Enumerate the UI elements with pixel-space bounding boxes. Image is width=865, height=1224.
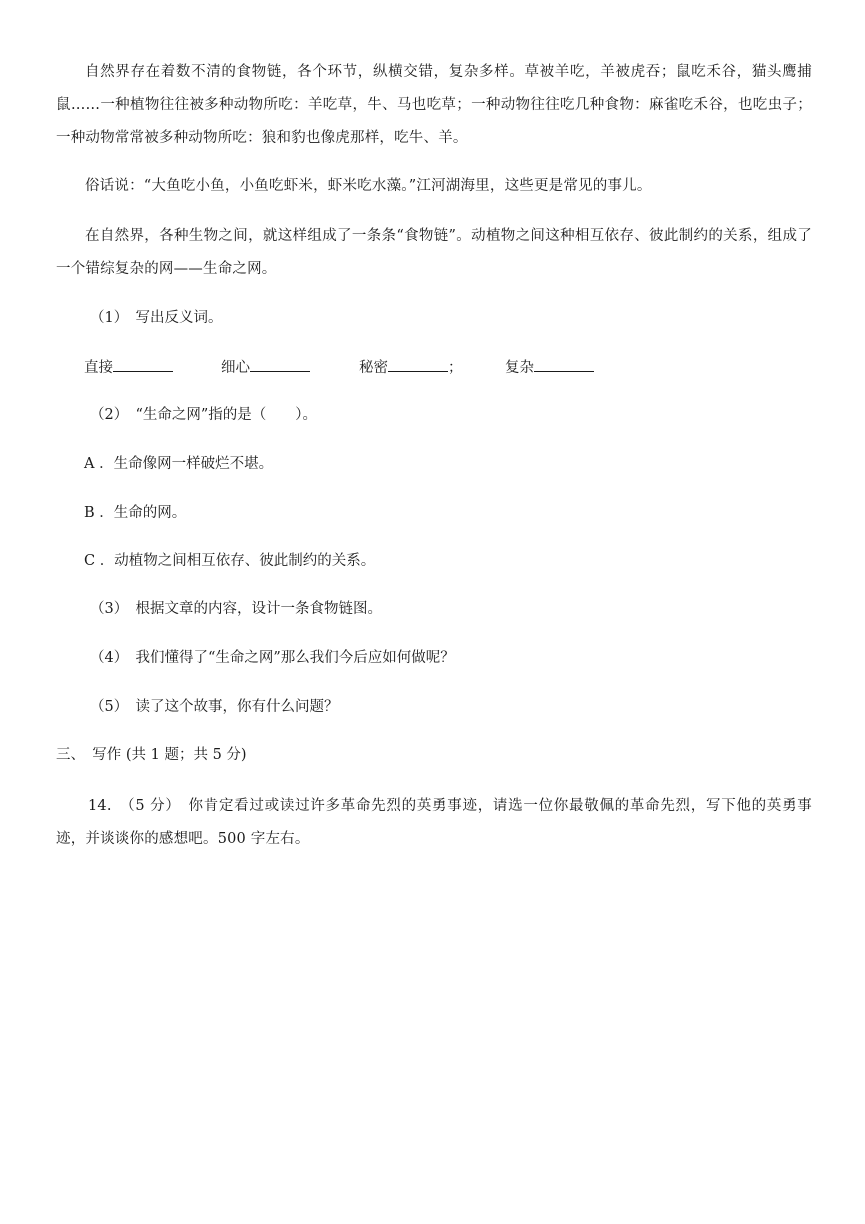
antonym-item <box>84 357 173 378</box>
option-c: C ．动植物之间相互依存、彼此制约的关系。 <box>84 553 376 569</box>
section-3-heading: 三、 写作 (共 1 题；共 5 分) <box>56 747 247 763</box>
option-a: A ．生命像网一样破烂不堪。 <box>84 456 274 472</box>
question-14: 14. （5 分） 你肯定看过或读过许多革命先烈的英勇事迹，请选一位你最敬佩的革命先烈，写下他的英勇事迹，并谈谈你的感想吧。500 字左右。 <box>56 798 812 847</box>
antonym-word: 秘密 <box>359 360 388 376</box>
answer-blank[interactable] <box>534 357 594 372</box>
passage-paragraph-3: 在自然界，各种生物之间，就这样组成了一条条“食物链”。动植物之间这种相互依存、彼此制约的关系，组成了一个错综复杂的网——生命之网。 <box>56 228 812 277</box>
antonym-word: 复杂 <box>505 360 534 376</box>
question-3: （3） 根据文章的内容，设计一条食物链图。 <box>90 601 382 617</box>
passage-paragraph-1: 自然界存在着数不清的食物链，各个环节，纵横交错，复杂多样。草被羊吃，羊被虎吞；鼠吃禾谷，猫头鹰捕鼠……一种植物往往被多种动物所吃：羊吃草，牛、马也吃草；一种动物往往吃几种食物：麻雀吃禾谷，也吃虫子；一种动物常常被多种动物所吃：狼和豹也像虎那样，吃牛、羊。 <box>56 64 812 146</box>
antonym-item <box>505 357 594 378</box>
option-b: B ．生命的网。 <box>84 505 187 521</box>
antonym-item <box>221 357 310 378</box>
question-1: （1） 写出反义词。 <box>90 310 223 326</box>
antonym-suffix: ； <box>448 360 463 376</box>
antonym-item <box>359 357 463 378</box>
antonym-word: 细心 <box>221 360 250 376</box>
question-4: （4） 我们懂得了“生命之网”那么我们今后应如何做呢？ <box>90 650 455 666</box>
answer-blank[interactable] <box>388 357 448 372</box>
passage-paragraph-2: 俗话说：“大鱼吃小鱼，小鱼吃虾米，虾米吃水藻。”江河湖海里，这些更是常见的事儿。 <box>85 178 652 194</box>
antonym-word: 直接 <box>84 360 113 376</box>
answer-blank[interactable] <box>113 357 173 372</box>
answer-blank[interactable] <box>250 357 310 372</box>
question-2: （2） “生命之网”指的是（ ）。 <box>90 407 318 423</box>
question-5: （5） 读了这个故事，你有什么问题？ <box>90 699 339 715</box>
